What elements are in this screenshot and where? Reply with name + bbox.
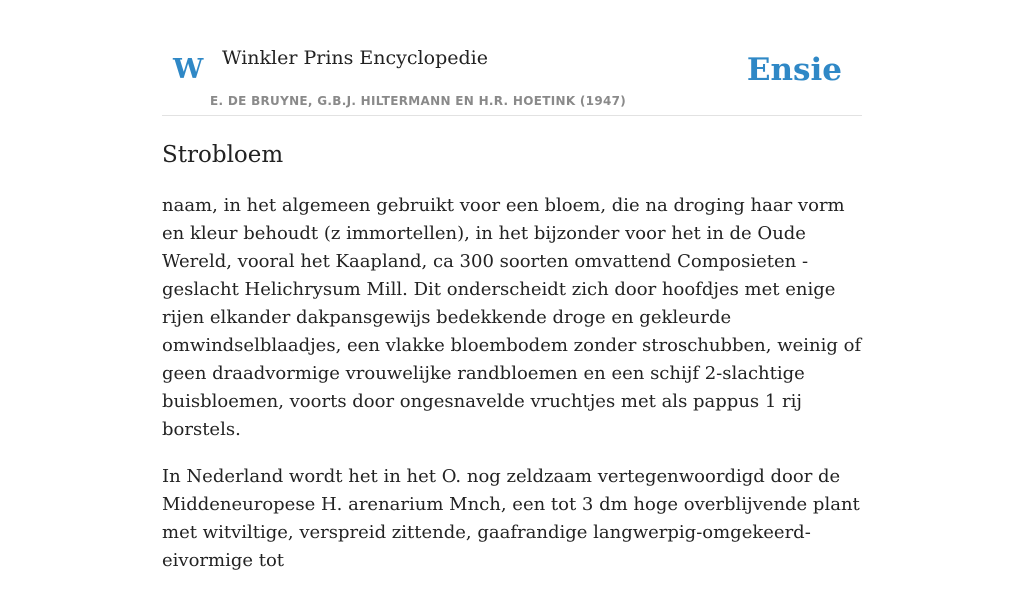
source-header	[162, 0, 862, 116]
entry-title: Strobloem	[162, 142, 284, 168]
page-container	[162, 0, 862, 571]
source-authors: E. DE BRUYNE, G.B.J. HILTERMANN EN H.R. HOETINK (1947)	[210, 94, 627, 108]
ensie-brand-logo[interactable]: Ensie	[746, 52, 842, 88]
article-paragraph: In Nederland wordt het in het O. nog zeldzaam vertegenwoordigd door de Middeneuropese H. arenarium Mnch, een tot 3 dm hoge overblijvende plant met witviltige, verspreid zittende, gaafrandige langwerpig-omgekeerd-eivormige tot	[162, 466, 860, 571]
article-body	[162, 192, 862, 594]
winkler-prins-logo[interactable]: W	[173, 54, 204, 85]
source-title[interactable]: Winkler Prins Encyclopedie	[222, 47, 488, 69]
article-paragraph: naam, in het algemeen gebruikt voor een bloem, die na droging haar vorm en kleur behoudt (z immortellen), in het bijzonder voor het in de Oude Wereld, vooral het Kaapland, ca 300 soorten omvattend Composieten -geslacht Helichrysum Mill. Dit onderscheidt zich door hoofdjes met enige rijen elkander dakpansgewijs bedekkende droge en gekleurde omwindselblaadjes, een vlakke bloembodem zonder stroschubben, weinig of geen draadvormige vrouwelijke randbloemen en een schijf 2-slachtige buisbloemen, voorts door ongesnavelde vruchtjes met als pappus 1 rij borstels.	[162, 195, 862, 440]
